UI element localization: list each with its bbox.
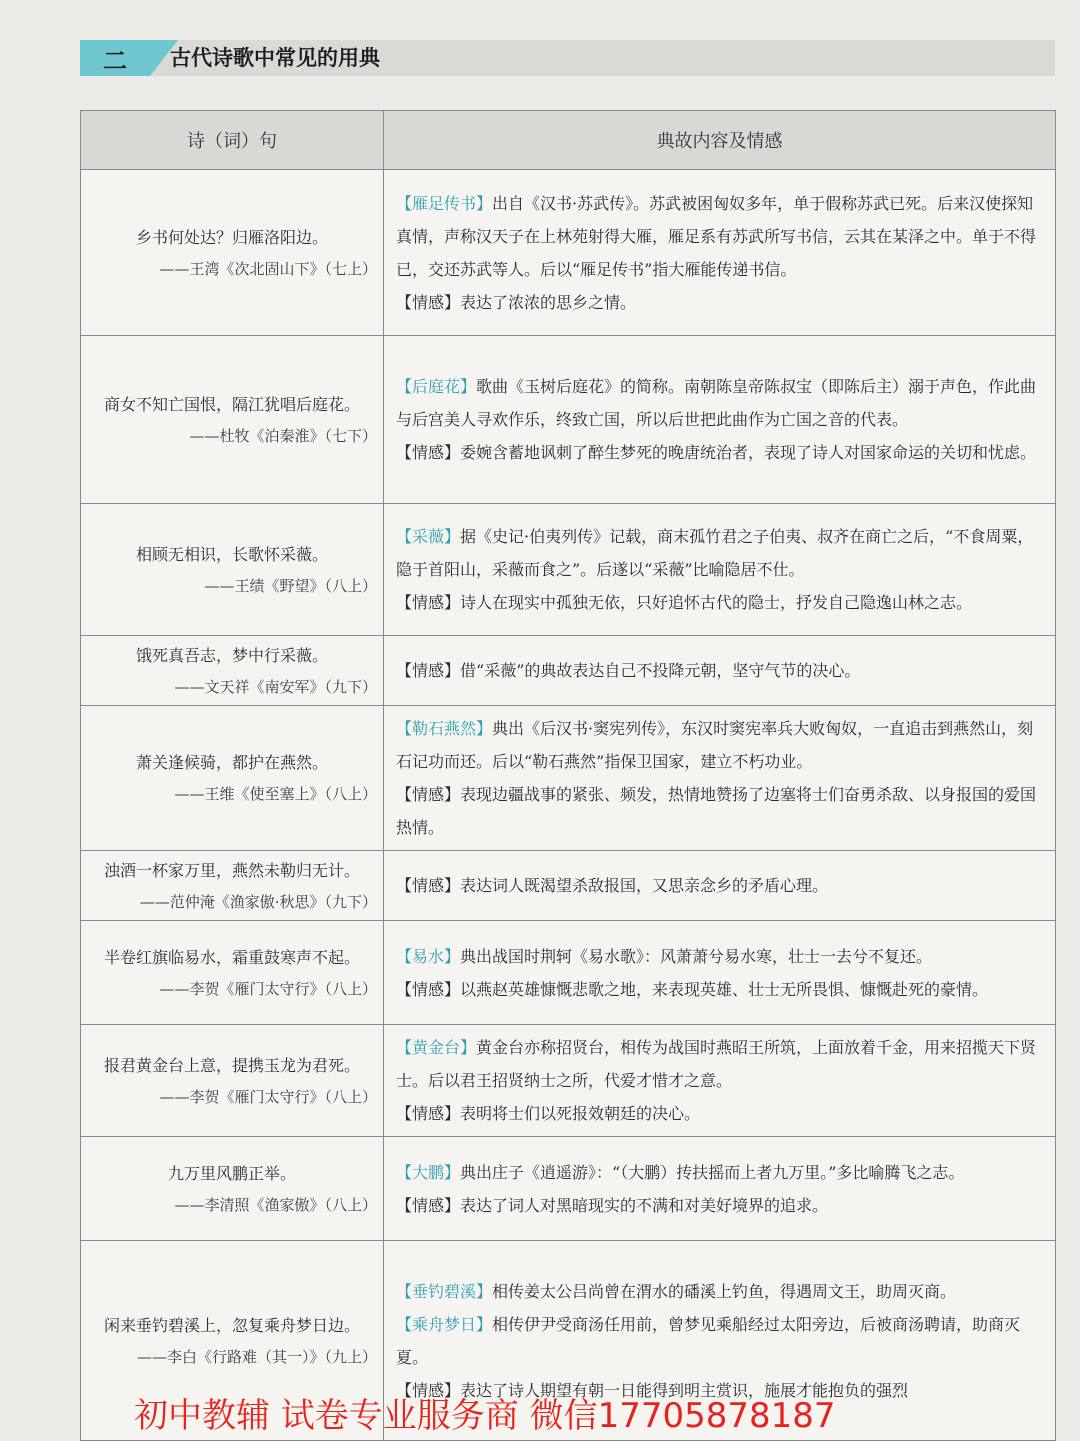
allusion-entry — [396, 586, 1045, 619]
poem-cell — [81, 1025, 384, 1137]
allusion-cell — [384, 636, 1056, 706]
emotion-label-bracket: 【 — [396, 1195, 413, 1215]
allusion-name-bracket: 】 — [444, 1162, 461, 1182]
emotion-label-bracket: 【 — [396, 1104, 413, 1123]
allusion-text: 相传伊尹受商汤任用前，曾梦见乘船经过太阳旁边，后被商汤聘请，助商灭夏。 — [396, 1314, 1021, 1367]
allusion-name-bracket: 】 — [460, 1038, 477, 1057]
allusion-cell — [384, 706, 1056, 851]
poem-cell — [81, 851, 384, 921]
allusion-name-bracket: 【 — [396, 1162, 413, 1182]
allusion-text: 借“采薇”的典故表达自己不投降元朝，坚守气节的决心。 — [460, 661, 861, 680]
allusion-entry — [396, 940, 1045, 973]
emotion-label: 情感 — [412, 1380, 445, 1400]
allusion-text: 典出战国时荆轲《易水歌》：风萧萧兮易水寒，壮士一去兮不复还。 — [460, 946, 933, 966]
emotion-label-bracket: 】 — [444, 1195, 461, 1215]
poem-line: 乡书何处达？归雁洛阳边。 — [135, 227, 328, 247]
allusion-entry — [396, 187, 1045, 286]
poem-source: ——李白《行路难（其一）》（九上） — [136, 1347, 377, 1366]
poem-cell — [81, 706, 384, 851]
emotion-label-bracket: 】 — [444, 876, 461, 895]
allusion-entry — [396, 286, 1045, 319]
poem-source: ——李清照《渔家傲》（八上） — [174, 1195, 377, 1214]
allusion-text: 相传姜太公吕尚曾在渭水的磻溪上钓鱼，得遇周文王，助周灭商。 — [492, 1281, 957, 1301]
table-row — [81, 170, 1056, 336]
allusion-text: 委婉含蓄地讽刺了醉生梦死的晚唐统治者，表现了诗人对国家命运的关切和忧虑。 — [460, 443, 1037, 462]
emotion-label: 情感 — [412, 1195, 445, 1215]
allusion-name-bracket: 【 — [396, 377, 413, 396]
section-number: 二 — [80, 40, 150, 76]
allusion-cell — [384, 851, 1056, 921]
emotion-label-bracket: 】 — [444, 785, 461, 804]
allusion-cell — [384, 1137, 1056, 1241]
table-row — [81, 636, 1056, 706]
table-row — [81, 851, 1056, 921]
emotion-label-bracket: 】 — [444, 979, 461, 999]
allusion-name-bracket: 【 — [396, 1281, 413, 1301]
poem-line: 九万里风鹏正举。 — [167, 1163, 296, 1183]
allusion-cell — [384, 170, 1056, 336]
allusion-name: 采薇 — [412, 527, 445, 546]
allusion-entry — [396, 436, 1045, 469]
allusion-text: 表达词人既渴望杀敌报国，又思亲念乡的矛盾心理。 — [460, 876, 829, 895]
poem-source: ——王湾《次北固山下》（七上） — [159, 259, 377, 278]
allusion-name: 黄金台 — [412, 1038, 461, 1057]
poem-source: ——文天祥《南安军》（九下） — [174, 677, 377, 696]
watermark-text: 初中教辅 试卷专业服务商 微信17705878187 — [134, 1396, 836, 1436]
emotion-label-bracket: 【 — [396, 979, 413, 999]
allusion-cell — [384, 336, 1056, 504]
allusion-name-bracket: 【 — [396, 946, 413, 966]
emotion-label-bracket: 【 — [396, 876, 413, 895]
poem-line: 浊酒一杯家万里，燕然未勒归无计。 — [103, 860, 360, 880]
allusion-name-bracket: 】 — [476, 193, 493, 213]
emotion-label: 情感 — [412, 292, 445, 312]
emotion-label-bracket: 【 — [396, 292, 413, 312]
allusion-cell — [384, 1025, 1056, 1137]
allusion-name: 后庭花 — [412, 377, 461, 396]
allusion-name: 乘舟梦日 — [412, 1314, 477, 1334]
emotion-label: 情感 — [412, 593, 445, 612]
poem-line: 饿死真吾志，梦中行采薇。 — [135, 645, 328, 665]
allusion-text: 以燕赵英雄慷慨悲歌之地，来表现英雄、壮士无所畏惧、慷慨赴死的豪情。 — [460, 979, 989, 999]
table-row — [81, 706, 1056, 851]
allusion-cell — [384, 921, 1056, 1025]
allusion-name-bracket: 【 — [396, 719, 413, 738]
poem-source: ——杜牧《泊秦淮》（七下） — [189, 426, 377, 445]
poem-line: 闲来垂钓碧溪上，忽复乘舟梦日边。 — [103, 1315, 360, 1335]
poem-line: 报君黄金台上意，提携玉龙为君死。 — [103, 1055, 360, 1075]
allusion-entry — [396, 778, 1045, 844]
allusion-name: 大鹏 — [412, 1162, 445, 1182]
allusion-entry — [396, 1097, 1045, 1130]
column-header-poem: 诗（词）句 — [81, 111, 384, 170]
emotion-label-bracket: 】 — [444, 1380, 461, 1400]
allusion-text: 表达了诗人期望有朝一日能得到明主赏识，施展才能抱负的强烈 — [460, 1380, 909, 1400]
emotion-label: 情感 — [412, 979, 445, 999]
allusion-name-bracket: 】 — [476, 1314, 493, 1334]
emotion-label-bracket: 【 — [396, 443, 413, 462]
allusion-entry — [396, 1275, 1045, 1308]
emotion-label-bracket: 【 — [396, 593, 413, 612]
allusion-text: 典出《后汉书·窦宪列传》，东汉时窦宪率兵大败匈奴，一直追击到燕然山，刻石记功而还。后以“勒石燕然”指保卫国家，建立不朽功业。 — [396, 719, 1034, 771]
emotion-label: 情感 — [412, 785, 445, 804]
allusion-name-bracket: 【 — [396, 193, 413, 213]
allusion-name: 垂钓碧溪 — [412, 1281, 477, 1301]
emotion-label-bracket: 】 — [444, 1104, 461, 1123]
allusion-name: 雁足传书 — [412, 193, 477, 213]
allusion-text: 出自《汉书·苏武传》。苏武被困匈奴多年，单于假称苏武已死。后来汉使探知真情，声称汉天子在上林苑射得大雁，雁足系有苏武所写书信，云其在某泽之中。单于不得已，交还苏武等人。后以“雁足传书”指大雁能传递书信。 — [396, 193, 1037, 279]
emotion-label-bracket: 】 — [444, 661, 461, 680]
table-row — [81, 336, 1056, 504]
table-row — [81, 921, 1056, 1025]
allusion-text: 表明将士们以死报效朝廷的决心。 — [460, 1104, 701, 1123]
poem-cell — [81, 336, 384, 504]
allusion-name-bracket: 】 — [444, 946, 461, 966]
allusion-name-bracket: 】 — [460, 377, 477, 396]
emotion-label: 情感 — [412, 443, 445, 462]
allusion-name-bracket: 【 — [396, 527, 413, 546]
poem-line: 商女不知亡国恨，隔江犹唱后庭花。 — [103, 394, 360, 414]
poem-cell — [81, 636, 384, 706]
poem-line: 半卷红旗临易水，霜重鼓寒声不起。 — [103, 947, 360, 967]
allusion-text: 典出庄子《逍遥游》：“（大鹏）抟扶摇而上者九万里。”多比喻腾飞之志。 — [460, 1162, 965, 1182]
allusion-entry — [396, 712, 1045, 778]
emotion-label-bracket: 【 — [396, 1380, 413, 1400]
allusion-table — [80, 110, 1056, 1441]
allusion-name-bracket: 】 — [476, 719, 493, 738]
allusion-text: 表达了词人对黑暗现实的不满和对美好境界的追求。 — [460, 1195, 829, 1215]
allusion-name-bracket: 【 — [396, 1314, 413, 1334]
table-row — [81, 504, 1056, 636]
allusion-entry — [396, 1031, 1045, 1097]
emotion-label-bracket: 】 — [444, 443, 461, 462]
table-header-row — [81, 111, 1056, 170]
poem-source: ——李贺《雁门太守行》（八上） — [159, 979, 377, 998]
emotion-label: 情感 — [412, 876, 445, 895]
column-header-allusion: 典故内容及情感 — [384, 111, 1056, 170]
allusion-name: 勒石燕然 — [412, 719, 477, 738]
allusion-entry — [396, 520, 1045, 586]
allusion-entry — [396, 1308, 1045, 1374]
emotion-label-bracket: 【 — [396, 785, 413, 804]
poem-source: ——王维《使至塞上》（八上） — [174, 785, 377, 803]
section-header — [80, 40, 1055, 76]
poem-source: ——李贺《雁门太守行》（八上） — [159, 1087, 377, 1106]
poem-cell — [81, 1137, 384, 1241]
emotion-label-bracket: 】 — [444, 593, 461, 612]
allusion-entry — [396, 1156, 1045, 1189]
allusion-entry — [396, 869, 1045, 902]
allusion-name-bracket: 【 — [396, 1038, 413, 1057]
section-title: 古代诗歌中常见的用典 — [170, 46, 380, 70]
allusion-entry — [396, 1189, 1045, 1222]
allusion-text: 黄金台亦称招贤台，相传为战国时燕昭王所筑，上面放着千金，用来招揽天下贤士。后以君王招贤纳士之所，代爱才惜才之意。 — [396, 1038, 1037, 1090]
allusion-text: 据《史记·伯夷列传》记载，商末孤竹君之子伯夷、叔齐在商亡之后，“不食周粟，隐于首阳山，采薇而食之”。后遂以“采薇”比喻隐居不仕。 — [396, 527, 1034, 579]
poem-line: 萧关逢候骑，都护在燕然。 — [135, 753, 328, 772]
allusion-cell — [384, 504, 1056, 636]
allusion-text: 诗人在现实中孤独无依，只好追怀古代的隐士，抒发自己隐逸山林之志。 — [460, 593, 973, 612]
allusion-text: 表现边疆战事的紧张、频发，热情地赞扬了边塞将士们奋勇杀敌、以身报国的爱国热情。 — [396, 785, 1037, 837]
poem-cell — [81, 921, 384, 1025]
allusion-name-bracket: 】 — [444, 527, 461, 546]
emotion-label: 情感 — [412, 1104, 445, 1123]
table-row — [81, 1137, 1056, 1241]
table-row — [81, 1025, 1056, 1137]
allusion-name: 易水 — [412, 946, 445, 966]
poem-line: 相顾无相识，长歌怀采薇。 — [135, 544, 328, 564]
allusion-text: 歌曲《玉树后庭花》的简称。南朝陈皇帝陈叔宝（即陈后主）溺于声色，作此曲与后宫美人寻欢作乐，终致亡国，所以后世把此曲作为亡国之音的代表。 — [396, 377, 1037, 429]
allusion-entry — [396, 654, 1045, 687]
allusion-entry — [396, 370, 1045, 436]
poem-source: ——范仲淹《渔家傲·秋思》（九下） — [139, 892, 377, 911]
allusion-text: 表达了浓浓的思乡之情。 — [460, 292, 637, 312]
emotion-label-bracket: 】 — [444, 292, 461, 312]
emotion-label: 情感 — [412, 661, 445, 680]
poem-source: ——王绩《野望》（八上） — [204, 576, 377, 595]
allusion-name-bracket: 】 — [476, 1281, 493, 1301]
poem-cell — [81, 170, 384, 336]
allusion-entry — [396, 973, 1045, 1006]
poem-cell — [81, 504, 384, 636]
emotion-label-bracket: 【 — [396, 661, 413, 680]
